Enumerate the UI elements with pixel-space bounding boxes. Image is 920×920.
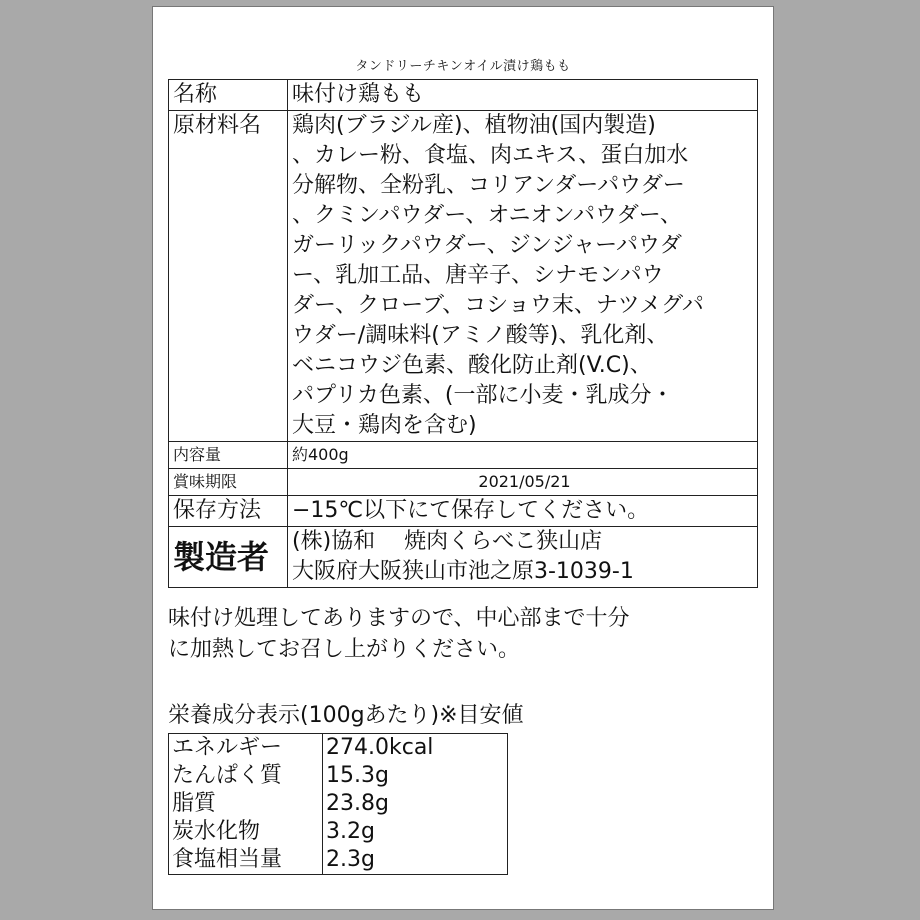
nutrient-value: 3.2g (326, 819, 375, 844)
nutrient-value: 274.0kcal (326, 735, 434, 760)
nutrition-row (169, 818, 508, 846)
product-title: タンドリーチキンオイル漬け鶏もも (355, 59, 571, 74)
nutrient-name: 食塩相当量 (169, 846, 323, 875)
ingredients-line: 分解物、全粉乳、コリアンダーパウダー (292, 173, 685, 198)
ingredients-line: 、カレー粉、食塩、肉エキス、蛋白加水 (292, 143, 689, 168)
ingredients-line: ダー、クローブ、コショウ末、ナツメグパ (292, 293, 704, 318)
nutrition-row (169, 846, 508, 875)
nutrient-name: 脂質 (169, 790, 323, 818)
ingredients-line: パプリカ色素、(一部に小麦・乳成分・ (292, 383, 674, 408)
best-before-label: 賞味期限 (169, 469, 288, 496)
nutrition-row (169, 734, 508, 763)
ingredients-line: 鶏肉(ブラジル産)、植物油(国内製造) (292, 113, 656, 138)
name-value: 味付け鶏もも (288, 80, 758, 111)
ingredients-line: ー、乳加工品、唐辛子、シナモンパウ (292, 263, 664, 288)
best-before-value: 2021/05/21 (288, 469, 758, 496)
nutrient-value: 2.3g (326, 847, 375, 872)
ingredients-value (288, 111, 758, 442)
nutrition-row (169, 790, 508, 818)
food-label-sheet (152, 6, 774, 910)
note-line: 味付け処理してありますので、中心部まで十分 (168, 606, 630, 631)
manufacturer-value (288, 527, 758, 588)
ingredients-line: 大豆・鶏肉を含む) (292, 413, 477, 438)
ingredients-line: ガーリックパウダー、ジンジャーパウダ (292, 233, 682, 258)
label-table (168, 79, 758, 588)
nutrient-name: たんぱく質 (169, 762, 323, 790)
nutrition-table (168, 733, 508, 875)
nutrition-title: 栄養成分表示(100gあたり)※目安値 (168, 703, 524, 728)
storage-row (169, 496, 758, 527)
storage-value: −15℃以下にて保存してください。 (288, 496, 758, 527)
note-line: に加熱してお召し上がりください。 (168, 637, 521, 662)
nutrient-value: 23.8g (326, 791, 389, 816)
manufacturer-row (169, 527, 758, 588)
name-row (169, 80, 758, 111)
storage-label: 保存方法 (169, 496, 288, 527)
ingredients-row (169, 111, 758, 442)
name-label: 名称 (169, 80, 288, 111)
nutrition-row (169, 762, 508, 790)
nutrient-value: 15.3g (326, 763, 389, 788)
nutrient-name: 炭水化物 (169, 818, 323, 846)
manufacturer-name: (株)協和 焼肉くらべこ狭山店 (292, 529, 603, 554)
content-value: 約400g (288, 442, 758, 469)
ingredients-label: 原材料名 (169, 111, 288, 442)
ingredients-line: ベニコウジ色素、酸化防止剤(V.C)、 (292, 353, 652, 378)
manufacturer-label: 製造者 (169, 527, 288, 588)
best-before-row (169, 469, 758, 496)
ingredients-line: ウダー/調味料(アミノ酸等)、乳化剤、 (292, 323, 669, 348)
ingredients-line: 、クミンパウダー、オニオンパウダー、 (292, 203, 682, 228)
manufacturer-address: 大阪府大阪狭山市池之原3-1039-1 (292, 559, 634, 584)
nutrient-name: エネルギー (169, 734, 323, 763)
content-row (169, 442, 758, 469)
content-label: 内容量 (169, 442, 288, 469)
cooking-note (168, 603, 758, 665)
